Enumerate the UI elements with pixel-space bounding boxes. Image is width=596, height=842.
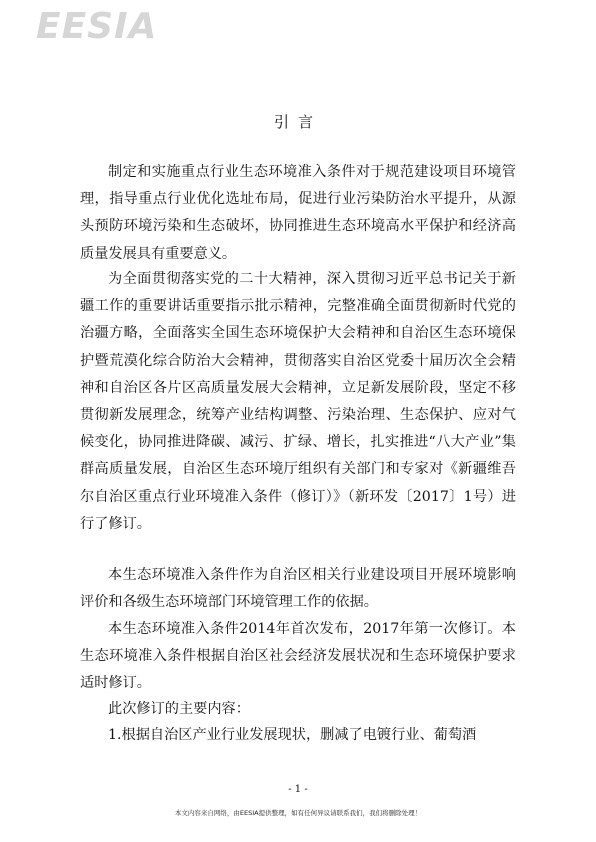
paragraph: 1.根据自治区产业行业发展现状，删减了电镀行业、葡萄酒 bbox=[108, 727, 477, 743]
eesia-logo: EESIA bbox=[36, 6, 158, 47]
page-title: 引言 bbox=[273, 113, 322, 131]
paragraph: 制定和实施重点行业生态环境准入条件对于规范建设项目环境管理，指导重点行业优化选址布局，促进行业污染防治水平提升，从源头预防环境污染和生态破坏，协同推进生态环境高水平保护和经济高质量发展具有重要意义。 bbox=[80, 164, 516, 262]
paragraph: 为全面贯彻落实党的二十大精神，深入贯彻习近平总书记关于新疆工作的重要讲话重要指示批示精神，完整准确全面贯彻新时代党的治疆方略，全面落实全国生态环境保护大会精神和自治区生态环境保护暨荒漠化综合防治大会精神，贯彻落实自治区党委十届历次全会精神和自治区各片区高质量发展大会精神，立足新发展阶段，坚定不移贯彻新发展理念，统筹产业结构调整、污染治理、生态保护、应对气候变化，协同推进降碳、减污、扩绿、增长，扎实推进“八大产业”集群高质量发展，自治区生态环境厅组织有关部门和专家对《新疆维吾尔自治区重点行业环境准入条件（修订）》（新环发〔2017〕1号）进行了修订。 bbox=[80, 271, 516, 532]
paragraph: 本生态环境准入条件2014年首次发布，2017年第一次修订。本生态环境准入条件根据自治区社会经济发展状况和生态环境保护要求适时修订。 bbox=[80, 621, 516, 692]
page-number: - 1 - bbox=[288, 784, 308, 795]
footer-note: 本文内容来自网络，由EESIA提供整理，如有任何异议请联系我们，我们将删除处理！ bbox=[174, 809, 422, 817]
paragraph: 本生态环境准入条件作为自治区相关行业建设项目开展环境影响评价和各级生态环境部门环境管理工作的依据。 bbox=[80, 567, 516, 611]
paragraph: 此次修订的主要内容： bbox=[108, 701, 250, 717]
